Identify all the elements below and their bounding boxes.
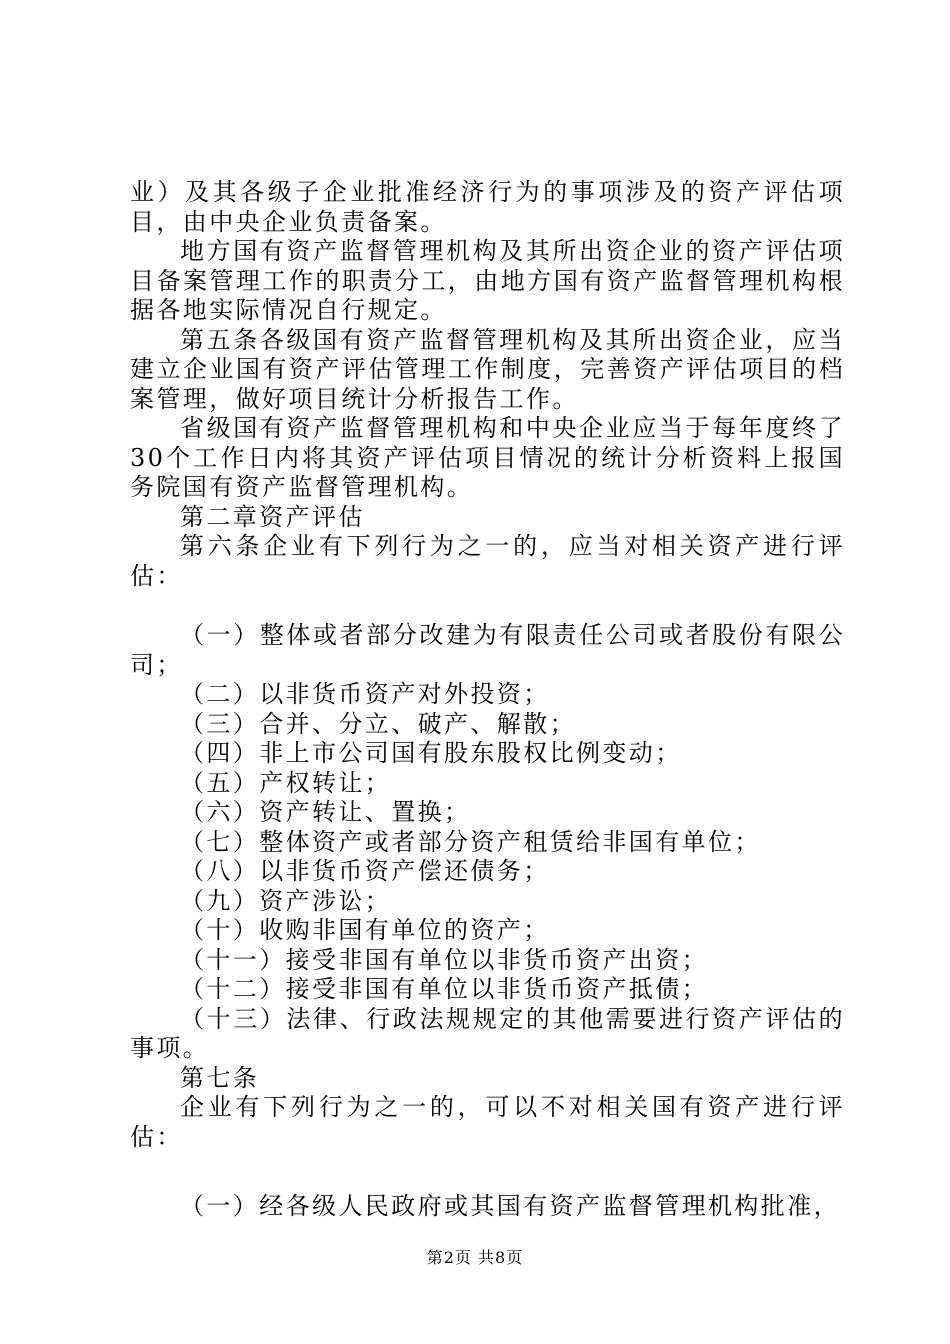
- paragraph-local-division: 地方国有资产监督管理机构及其所出资企业的资产评估项目备案管理工作的职责分工，由地方国有资产监督管理机构根据各地实际情况自行规定。: [130, 237, 845, 324]
- document-body: [130, 178, 845, 1222]
- list-item: （五）产权转让；: [180, 768, 392, 797]
- list-item: （三）合并、分立、破产、解散；: [180, 709, 576, 738]
- paragraph-article-5: 第五条各级国有资产监督管理机构及其所出资企业，应当建立企业国有资产评估管理工作制度，完善资产评估项目的档案管理，做好项目统计分析报告工作。: [130, 325, 845, 413]
- list-item: （九）资产涉讼；: [180, 886, 392, 915]
- paragraph-article-7: 企业有下列行为之一的，可以不对相关国有资产进行评估：: [130, 1093, 845, 1151]
- page-number: 第2页 共8页: [426, 1248, 524, 1267]
- paragraph-article-6: 第六条企业有下列行为之一的，应当对相关资产进行评估：: [130, 532, 845, 590]
- list-item: （十三）法律、行政法规规定的其他需要进行资产评估的事项。: [130, 1004, 845, 1062]
- paragraph-provincial-report: 省级国有资产监督管理机构和中央企业应当于每年度终了30个工作日内将其资产评估项目情况的统计分析资料上报国务院国有资产监督管理机构。: [130, 414, 845, 501]
- paragraph-continuation: 业）及其各级子企业批准经济行为的事项涉及的资产评估项目，由中央企业负责备案。: [130, 178, 845, 236]
- list-item: （四）非上市公司国有股东股权比例变动；: [180, 739, 682, 767]
- list-item: （八）以非货币资产偿还债务；: [180, 857, 550, 885]
- list-item: （一）经各级人民政府或其国有资产监督管理机构批准，: [180, 1192, 840, 1220]
- list-item: （一）整体或者部分改建为有限责任公司或者股份有限公司；: [130, 621, 845, 679]
- list-item: （十一）接受非国有单位以非货币资产出资；: [180, 945, 708, 974]
- chapter-heading: 第二章资产评估: [180, 502, 365, 531]
- list-item: （十）收购非国有单位的资产；: [180, 916, 550, 944]
- list-item: （六）资产转让、置换；: [180, 798, 471, 826]
- list-item: （十二）接受非国有单位以非货币资产抵债；: [180, 975, 708, 1003]
- article-7-heading: 第七条: [180, 1063, 260, 1092]
- list-item: （七）整体资产或者部分资产租赁给非国有单位；: [180, 827, 761, 856]
- list-item: （二）以非货币资产对外投资；: [180, 680, 550, 708]
